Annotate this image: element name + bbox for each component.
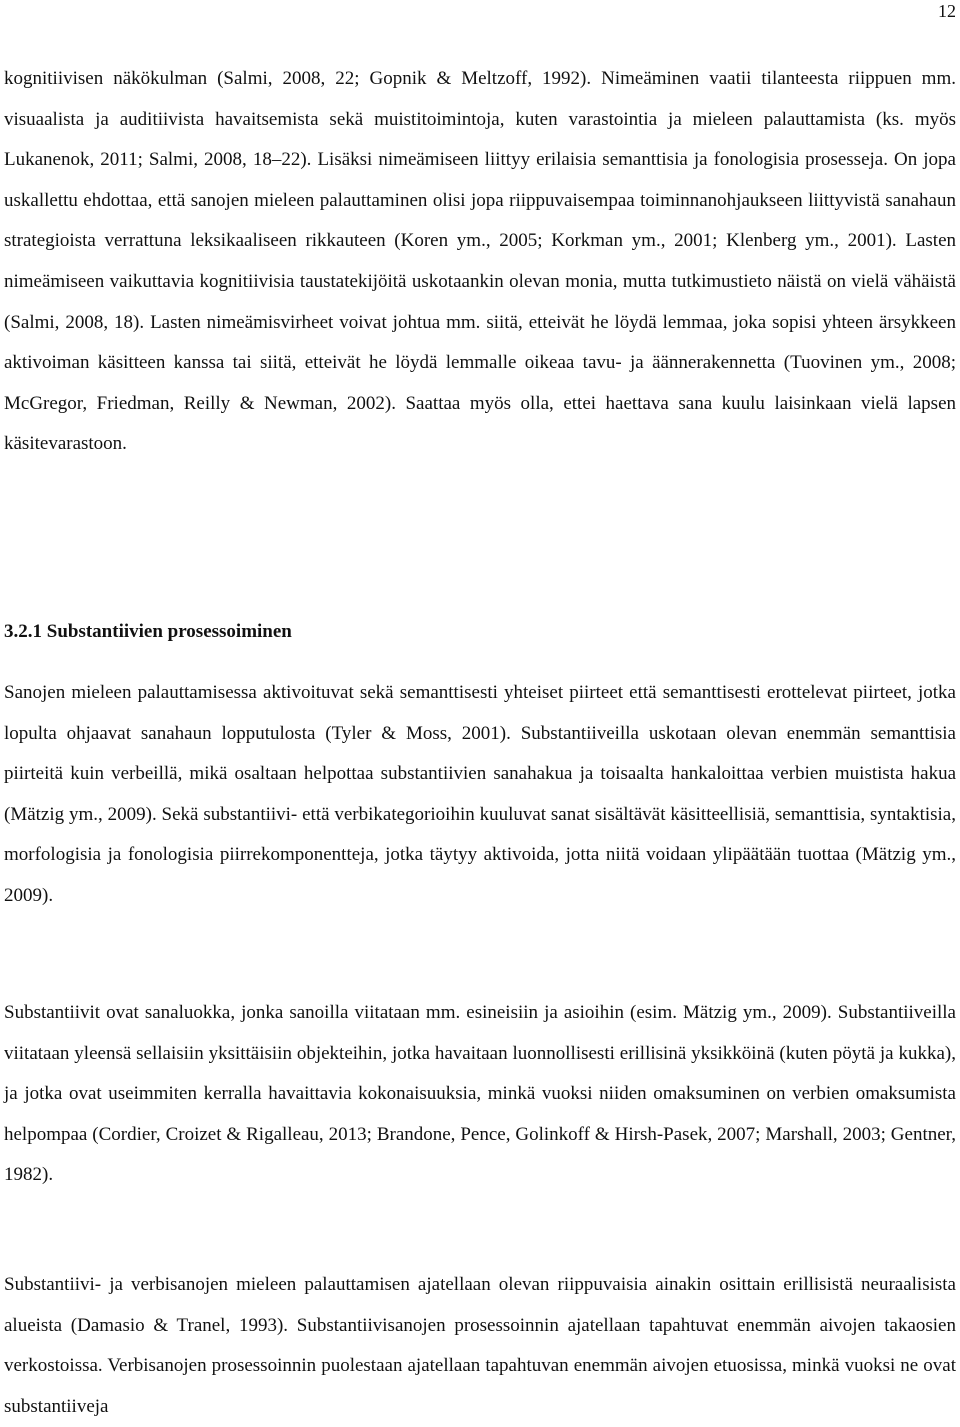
section-heading: 3.2.1 Substantiivien prosessoiminen	[4, 621, 292, 642]
paragraph-neural-areas: Substantiivi- ja verbisanojen mieleen palauttamisen ajatellaan olevan riippuvaisia ainakin osittain erillisistä neuraalisista alueista (Damasio & Tranel, 1993). Substantiivisanojen prosessoinnin ajatellaan tapahtuvat enemmän aivojen takaosien verkostoissa. Verbisanojen prosessoinnin puolestaan ajatellaan tapahtuvan enemmän aivojen etuosissa, minkä vuoksi ne ovat substantiiveja	[4, 1274, 956, 1417]
page-number: 12	[938, 1, 956, 21]
paragraph-nouns-definition: Substantiivit ovat sanaluokka, jonka sanoilla viitataan mm. esineisiin ja asioihin (esim. Mätzig ym., 2009). Substantiiveilla viitataan yleensä sellaisiin yksittäisiin objekteihin, jotka havaitaan luonnollisesti erillisinä yksikköinä (kuten pöytä ja kukka), ja jotka ovat useimmiten kerralla havaittavia kokonaisuuksia, minkä vuoksi niiden omaksuminen on verbien omaksumista helpompaa (Cordier, Croizet & Rigalleau, 2013; Brandone, Pence, Golinkoff & Hirsh-Pasek, 2007; Marshall, 2003; Gentner, 1982).	[4, 1002, 956, 1186]
paragraph-semantic-features: Sanojen mieleen palauttamisessa aktivoituvat sekä semanttisesti yhteiset piirteet että semanttisesti erottelevat piirteet, jotka lopulta ohjaavat sanahaun lopputulosta (Tyler & Moss, 2001). Substantiiveilla uskotaan olevan enemmän semanttisia piirteitä kuin verbeillä, mikä osaltaan helpottaa substantiivien sanahakua ja toisaalta hankaloittaa verbien muistista hakua (Mätzig ym., 2009). Sekä substantiivi- että verbikategorioihin kuuluvat sanat sisältävät käsitteellisiä, semanttisia, syntaktisia, morfologisia ja fonologisia piirrekomponentteja, jotka täytyy aktivoida, jotta niitä voidaan ylipäätään tuottaa (Mätzig ym., 2009).	[4, 682, 956, 906]
paragraph-naming-cognition: kognitiivisen näkökulman (Salmi, 2008, 22; Gopnik & Meltzoff, 1992). Nimeäminen vaatii tilanteesta riippuen mm. visuaalista ja auditiivista havaitsemista sekä muistitoimintoja, kuten varastointia ja mieleen palauttamista (ks. myös Lukanenok, 2011; Salmi, 2008, 18–22). Lisäksi nimeämiseen liittyy erilaisia semanttisia ja fonologisia prosesseja. On jopa uskallettu ehdottaa, että sanojen mieleen palauttaminen olisi jopa riippuvaisempaa toiminnanohjaukseen liittyvistä sanahaun strategioista verrattuna leksikaaliseen rikkauteen (Koren ym., 2005; Korkman ym., 2001; Klenberg ym., 2001). Lasten nimeämiseen vaikuttavia kognitiivisia taustatekijöitä uskotaankin olevan monia, mutta tutkimustieto näistä on vielä vähäistä (Salmi, 2008, 18). Lasten nimeämisvirheet voivat johtua mm. siitä, etteivät he löydä lemmaa, joka sopisi yhteen ärsykkeen aktivoiman käsitteen kanssa tai siitä, etteivät he löydä lemmalle oikeaa tavu- ja äännerakennetta (Tuovinen ym., 2008; McGregor, Friedman, Reilly & Newman, 2002). Saattaa myös olla, ettei haettava sana kuulu laisinkaan vielä lapsen käsitevarastoon.	[4, 68, 956, 455]
